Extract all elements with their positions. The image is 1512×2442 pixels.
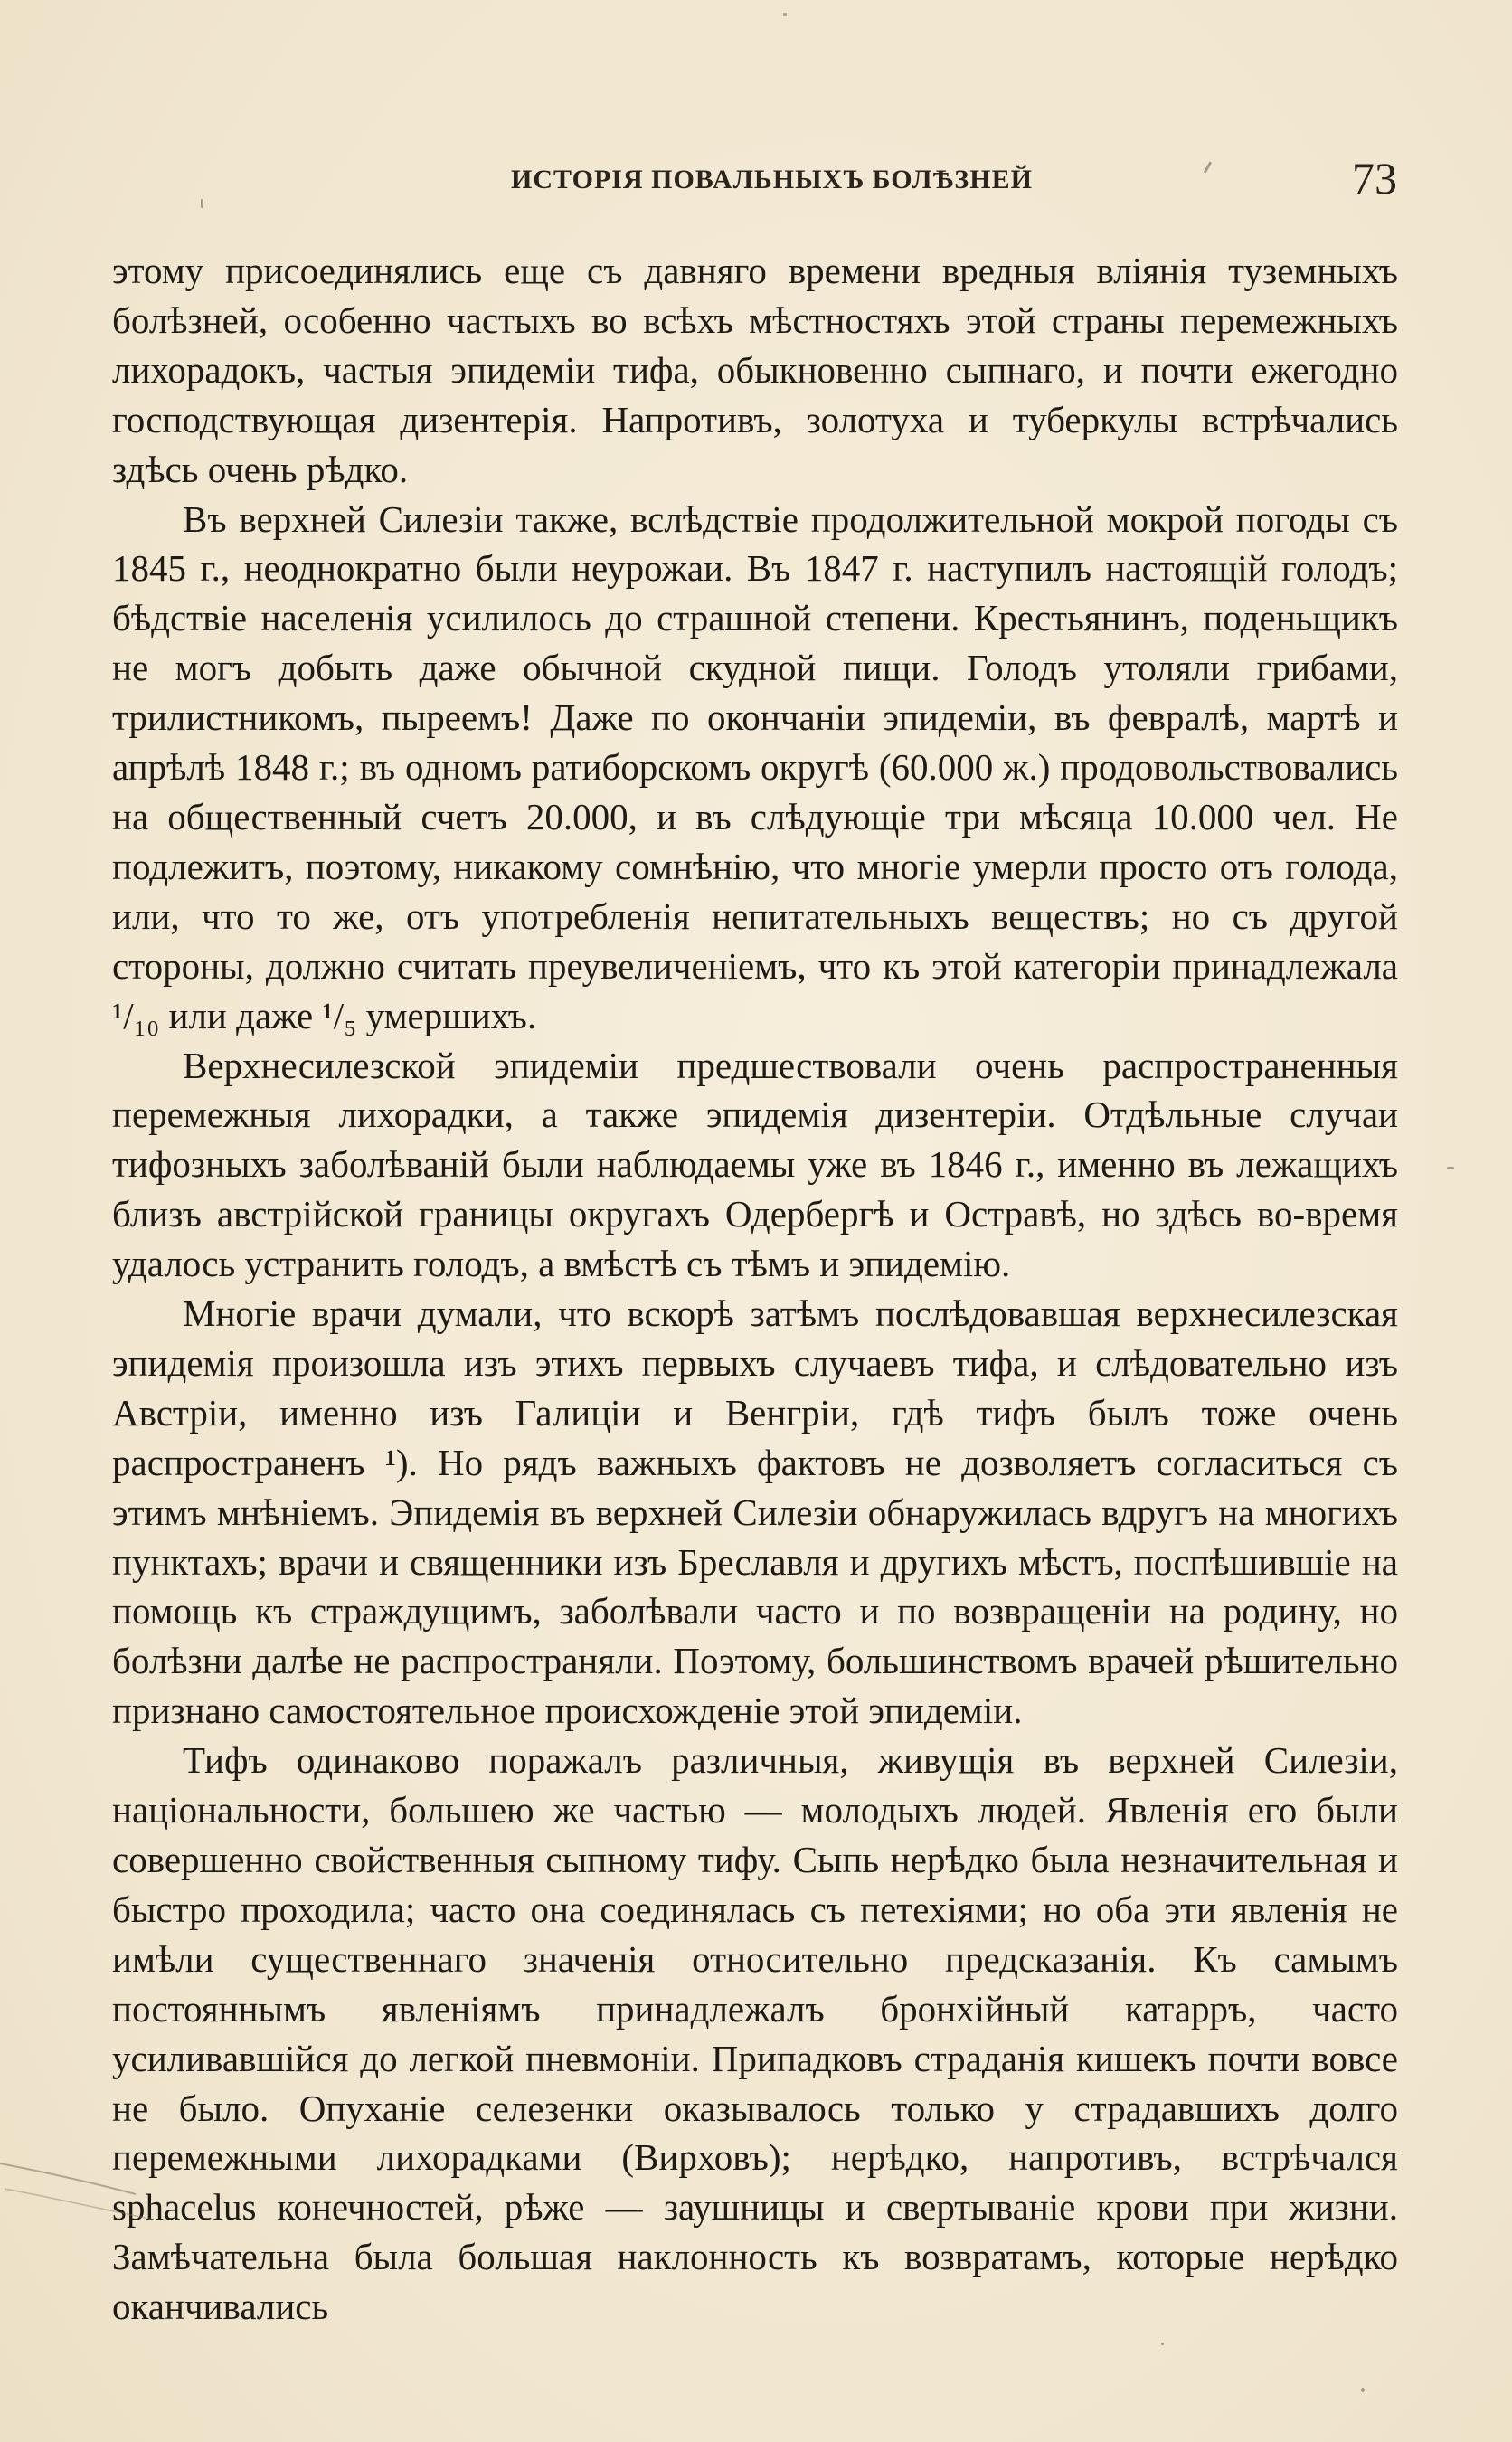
paragraph-3: Верхнесилезской эпидеміи предшествовали очень распространенныя перемежныя лихорадки, а также эпидемія дизентеріи. Отдѣльные случаи тифозныхъ заболѣваній были наблюдаемы уже въ 1846 г., именно въ лежащихъ близъ австрійской границы округахъ Одербергѣ и Остравѣ, но здѣсь во-время удалось устранить голодъ, а вмѣстѣ съ тѣмъ и эпидемію. [112, 1044, 1398, 1285]
paragraph-1: этому присоединялись еще съ давняго времени вредныя вліянія туземныхъ болѣзней, особенно частыхъ во всѣхъ мѣстностяхъ этой страны перемежныхъ лихорадокъ, частыя эпидеміи тифа, обыкновенно сыпнаго, и почти ежегодно господствующая дизентерія. Напротивъ, золотуха и туберкулы встрѣчались здѣсь очень рѣдко. [112, 250, 1398, 490]
paper-speck [1161, 2343, 1164, 2345]
paper-speck [1361, 2388, 1365, 2392]
paper-speck [783, 13, 787, 16]
margin-pencil-mark [0, 2153, 181, 2225]
running-title: ИСТОРІЯ ПОВАЛЬНЫХЪ БОЛѢЗНЕЙ [511, 165, 1033, 194]
page-header [113, 152, 1397, 215]
paper-speck [1447, 1167, 1454, 1169]
body-text [112, 246, 1398, 2332]
paragraph-4: Многіе врачи думали, что вскорѣ затѣмъ послѣдовавшая верхнесилезская эпидемія произошла изъ этихъ первыхъ случаевъ тифа, и слѣдовательно изъ Австріи, именно изъ Галиціи и Венгріи, гдѣ тифъ былъ тоже очень распространенъ ¹). Но рядъ важныхъ фактовъ не дозволяетъ согласиться съ этимъ мнѣніемъ. Эпидемія въ верхней Силезіи обнаружилась вдругъ на многихъ пунктахъ; врачи и священники изъ Бреславля и другихъ мѣстъ, поспѣшившіе на помощь къ страждущимъ, заболѣвали часто и по возвращеніи на родину, но болѣзни далѣе не распространяли. Поэтому, большинствомъ врачей рѣшительно признано самостоятельное происхожденіе этой эпидеміи. [112, 1292, 1398, 1732]
paper-speck [201, 199, 203, 208]
paragraph-2: Въ верхней Силезіи также, вслѣдствіе продолжительной мокрой погоды съ 1845 г., неоднократно были неурожаи. Въ 1847 г. наступилъ настоящій голодъ; бѣдствіе населенія усилилось до страшной степени. Крестьянинъ, поденьщикъ не могъ добыть даже обычной скудной пищи. Голодъ утоляли грибами, трилистникомъ, пыреемъ! Даже по окончаніи эпидеміи, въ февралѣ, мартѣ и апрѣлѣ 1848 г.; въ одномъ ратиборскомъ округѣ (60.000 ж.) продовольствовались на общественный счетъ 20.000, и въ слѣдующіе три мѣсяца 10.000 чел. Не подлежитъ, поэтому, никакому сомнѣнію, что многіе умерли просто отъ голода, или, что то же, отъ употребленія непитательныхъ веществъ; но съ другой стороны, должно считать преувеличеніемъ, что къ этой категоріи принадлежала ¹/₁₀ или даже ¹/₅ умершихъ. [112, 497, 1398, 1036]
paragraph-5: Тифъ одинаково поражалъ различныя, живущія въ верхней Силезіи, національности, большею же частью — молодыхъ людей. Явленія его были совершенно свойственныя сыпному тифу. Сыпь нерѣдко была незначительная и быстро проходила; часто она соединялась съ петехіями; но оба эти явленія не имѣли существеннаго значенія относительно предсказанія. Къ самымъ постояннымъ явленіямъ принадлежалъ бронхійный катарръ, часто усиливавшійся до легкой пневмоніи. Припадковъ страданія кишекъ почти вовсе не было. Опуханіе селезенки оказывалось только у страдавшихъ долго перемежными лихорадками (Вирховъ); нерѣдко, напротивъ, встрѣчался sphacelus конечностей, рѣже — заушницы и свертываніе крови при жизни. Замѣчательна была большая наклонность къ возвратамъ, которые нерѣдко оканчивались [112, 1739, 1398, 2328]
page-number: 73 [1352, 153, 1397, 204]
